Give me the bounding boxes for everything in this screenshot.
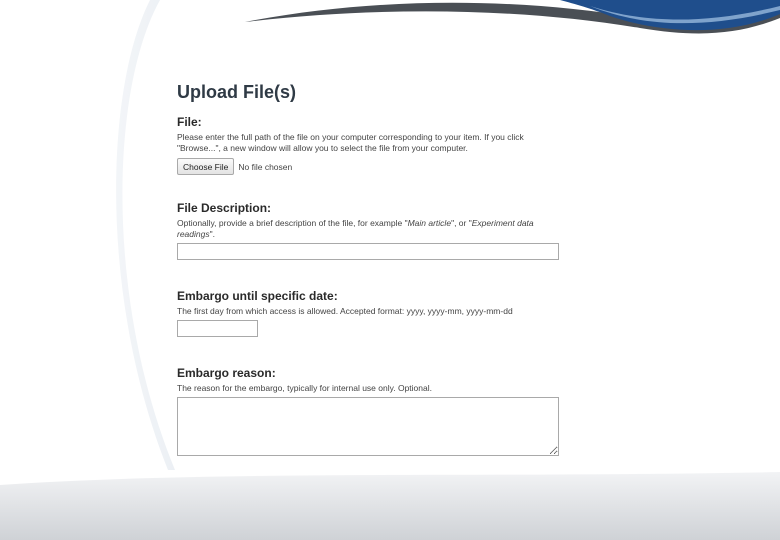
embargo-reason-help-text: The reason for the embargo, typically for internal use only. Optional. [177,383,432,393]
bottom-band [0,472,780,540]
description-help-prefix: Optionally, provide a brief description of the file, for example " [177,218,408,228]
description-example-data: Experiment data readings [177,218,534,239]
description-help-suffix: ". [209,229,215,239]
embargo-date-label: Embargo until specific date: [177,289,338,303]
page-title: Upload File(s) [177,82,297,102]
description-help-middle: ", or " [451,218,472,228]
embargo-reason-label: Embargo reason: [177,366,276,380]
description-example-main: Main article [407,218,452,228]
description-label: File Description: [177,201,272,215]
file-label: File: [177,115,202,129]
description-section [177,201,559,260]
description-help-text [177,218,559,240]
embargo-date-input[interactable] [177,320,258,337]
embargo-reason-textarea[interactable] [177,397,559,456]
embargo-reason-section [177,366,559,456]
file-picker [177,158,559,175]
description-input[interactable] [177,243,559,260]
file-status-text: No file chosen [238,161,293,172]
left-curve-inner [0,0,168,470]
file-help-text: Please enter the full path of the file on your computer corresponding to your item. If you click "Browse...", a new window will allow you to select the file from your computer. [177,132,524,153]
choose-file-button[interactable]: Choose File [177,158,234,175]
embargo-date-section [177,289,559,337]
embargo-date-help-text: The first day from which access is allowed. Accepted format: yyyy, yyyy-mm, yyyy-mm-dd [177,306,513,316]
file-section [177,115,559,175]
